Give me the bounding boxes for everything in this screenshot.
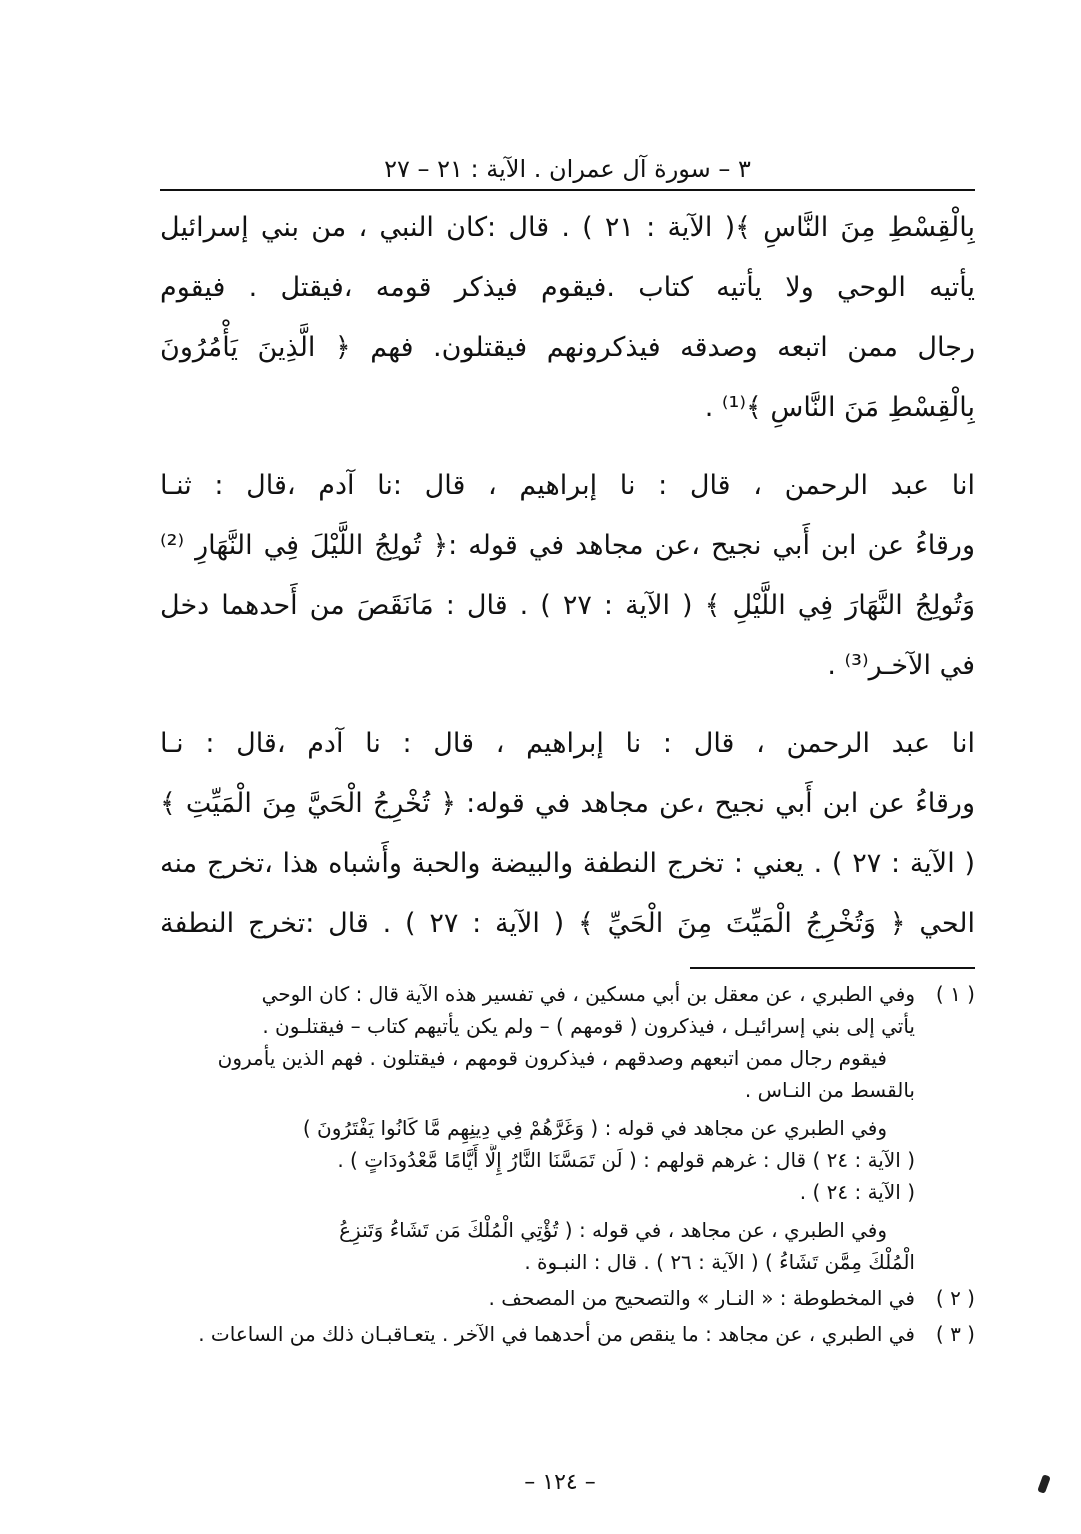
text-line: وَتُولِجُ النَّهَارَ فِي اللَّيْلِ ﴾ ( الآية : ٢٧ ) . قال : مَانَقَصَ من أَحدهما دخل bbox=[160, 590, 975, 621]
footnote-3 bbox=[160, 1318, 975, 1350]
text-line: الحي ﴿ وَتُخْرِجُ الْمَيِّتَ مِنَ الْحَيِّ ﴾ ( الآية : ٢٧ ) . قال :تخرج النطفة bbox=[160, 908, 975, 939]
footnote-line: الْمُلْكَ مِمَّن تَشَاءُ ) ( الآية : ٢٦ ) . قال : النبـوة . bbox=[524, 1250, 915, 1274]
footnote-line: وفي الطبري ، عن معقل بن أبي مسكين ، في تفسير هذه الآية قال : كان الوحي bbox=[261, 982, 915, 1006]
ink-mark bbox=[1037, 1474, 1051, 1494]
footnote-1 bbox=[160, 978, 975, 1278]
text-line: انا عبد الرحمن ، قال : نا إبراهيم ، قال :نا آدم ،قال : ثنـا bbox=[160, 470, 975, 501]
text-line: في الآخـر⁽³⁾ . bbox=[827, 650, 975, 681]
footnote-line: بالقسط من النـاس . bbox=[744, 1078, 915, 1102]
footnote-number: ( ٣ ) bbox=[935, 1322, 975, 1346]
footnote-line: في الطبري ، عن مجاهد : ما ينقص من أحدهما في الآخر . يتعـاقبـان ذلك من الساعات . bbox=[198, 1322, 915, 1346]
footnotes bbox=[160, 978, 975, 1354]
footnote-line: وفي الطبري عن مجاهد في قوله : ( وَغَرَّهُمْ فِي دِينِهِم مَّا كَانُوا يَفْتَرُونَ ) bbox=[302, 1116, 887, 1140]
footnote-line: ( الآية : ٢٤ ) . bbox=[799, 1180, 915, 1204]
header-divider bbox=[160, 189, 975, 191]
page-number: – ١٢٤ – bbox=[524, 1470, 596, 1495]
footnote-block bbox=[160, 1214, 915, 1278]
footnote-block bbox=[160, 978, 915, 1106]
running-header: ٣ – سورة آل عمران . الآية : ٢١ – ٢٧ bbox=[384, 155, 751, 183]
footnote-number: ( ١ ) bbox=[935, 982, 975, 1006]
text-line: بِالْقِسْطِ مَنَ النَّاسِ ﴾⁽¹⁾ . bbox=[704, 392, 975, 423]
text-line: ورقاءُ عن ابن أَبي نجيح ،عن مجاهد في قوله: ﴿ تُخْرِجُ الْحَيَّ مِنَ الْمَيِّتِ ﴾ bbox=[160, 788, 975, 819]
footnote-line: فيقوم رجال ممن اتبعهم وصدقهم ، فيذكرون قومهم ، فيقتلون . فهم الذين يأمرون bbox=[217, 1046, 887, 1070]
text-line: بِالْقِسْطِ مِنَ النَّاسِ ﴾( الآية : ٢١ ) . قال :كان النبي ، من بني إسرائيل bbox=[160, 212, 975, 243]
footnote-line: ( الآية : ٢٤ ) قال : غرهم قولهم : ( لَن تَمَسَّنَا النَّارُ إِلَّا أَيَّامًا مَّعْدُودَاتٍ ) . bbox=[337, 1148, 915, 1172]
footnote-2 bbox=[160, 1282, 975, 1314]
text-line: رجال ممن اتبعه وصدقه فيذكرونهم فيقتلون. فهم ﴿ الَّذِينَ يَأْمُرُونَ bbox=[160, 332, 975, 363]
text-line: يأتيه الوحي ولا يأتيه كتاب .فيقوم فيذكر قومه ،فيقتل . فيقوم bbox=[160, 272, 975, 303]
footnote-divider bbox=[690, 967, 975, 969]
text-line: ( الآية : ٢٧ ) . يعني : تخرج النطفة والبيضة والحبة وأَشباه هذا ،تخرج منه bbox=[160, 848, 975, 879]
paragraph-1 bbox=[160, 198, 975, 438]
footnote-line: في المخطوطة : « النـار » والتصحيح من المصحف . bbox=[488, 1286, 915, 1310]
text-line: ورقاءُ عن ابن أَبي نجيح ،عن مجاهد في قوله :﴿ تُولِجُ اللَّيْلَ فِي النَّهَارِ ⁽²⁾ bbox=[160, 530, 975, 561]
text-line: انا عبد الرحمن ، قال : نا إبراهيم ، قال : نا آدم ،قال : نـا bbox=[160, 728, 975, 759]
footnote-block bbox=[160, 1112, 915, 1208]
footnote-line: يأتي إلى بني إسرائيـل ، فيذكرون ( قومهم ) – ولم يكن يأتيهم كتاب – فيقتلـون . bbox=[262, 1014, 915, 1038]
main-text bbox=[160, 198, 975, 954]
paragraph-2 bbox=[160, 456, 975, 696]
footnote-number: ( ٢ ) bbox=[935, 1286, 975, 1310]
paragraph-3 bbox=[160, 714, 975, 954]
footnote-line: وفي الطبري ، عن مجاهد ، في قوله : ( تُؤْتِي الْمُلْكَ مَن تَشَاءُ وَتَنزِعُ bbox=[339, 1218, 887, 1242]
